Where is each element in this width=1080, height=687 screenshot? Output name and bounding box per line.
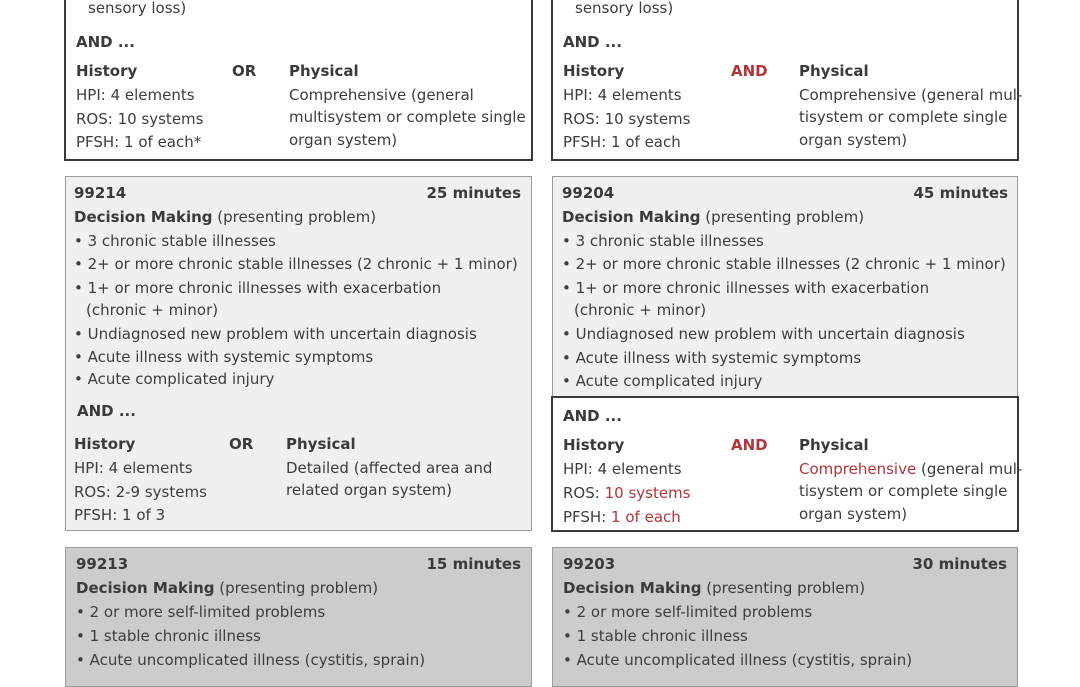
- history-pfsh: PFSH: 1 of 3: [74, 506, 166, 524]
- list-item: • 1 stable chronic illness: [563, 627, 748, 645]
- list-item: • 2 or more self-limited problems: [563, 603, 813, 621]
- code-label: 99213: [76, 555, 129, 573]
- time-label: 25 minutes: [426, 184, 521, 202]
- connector-and: AND: [731, 62, 768, 80]
- list-item-continuation: (chronic + minor): [574, 301, 707, 319]
- decision-making-sub: (presenting problem): [219, 579, 379, 597]
- decision-making-sub: (presenting problem): [217, 208, 377, 226]
- physical-line: Comprehensive (general mul-: [799, 86, 1023, 104]
- continuation-text: sensory loss): [575, 0, 674, 17]
- history-hpi: HPI: 4 elements: [76, 86, 195, 104]
- and-label: AND ...: [563, 407, 622, 425]
- list-item: • 2 or more self-limited problems: [76, 603, 326, 621]
- decision-making-sub: (presenting problem): [705, 208, 865, 226]
- history-ros: ROS: 10 systems: [563, 110, 691, 128]
- list-item-continuation: (chronic + minor): [86, 301, 219, 319]
- history-heading: History: [563, 62, 625, 80]
- decision-making-heading: Decision Making: [74, 208, 213, 226]
- physical-line: organ system): [289, 131, 398, 149]
- physical-line: multisystem or complete single: [289, 108, 526, 126]
- list-item: • 2+ or more chronic stable illnesses (2 chronic + 1 minor): [74, 255, 518, 273]
- history-pfsh: [563, 508, 681, 526]
- decision-making-heading: Decision Making: [563, 579, 702, 597]
- decision-making-line: [74, 208, 376, 226]
- history-ros: ROS: 2-9 systems: [74, 483, 207, 501]
- physical-heading: Physical: [799, 62, 869, 80]
- list-item: • Acute complicated injury: [562, 372, 763, 390]
- history-ros: [563, 484, 691, 502]
- time-label: 45 minutes: [913, 184, 1008, 202]
- card-99213: [65, 547, 532, 687]
- history-pfsh: PFSH: 1 of each: [563, 133, 681, 151]
- physical-heading: Physical: [799, 436, 869, 454]
- list-item: • 3 chronic stable illnesses: [74, 232, 276, 250]
- connector-and: AND: [731, 436, 768, 454]
- history-hpi: HPI: 4 elements: [74, 459, 193, 477]
- time-label: 15 minutes: [426, 555, 521, 573]
- and-label: AND ...: [77, 402, 136, 420]
- decision-making-line: [76, 579, 378, 597]
- code-label: 99214: [74, 184, 127, 202]
- top-left-box: [64, 0, 533, 161]
- physical-line: Detailed (affected area and: [286, 459, 493, 477]
- list-item: • Undiagnosed new problem with uncertain diagnosis: [562, 325, 965, 343]
- physical-highlight: Comprehensive: [799, 460, 917, 478]
- history-heading: History: [76, 62, 138, 80]
- history-heading: History: [563, 436, 625, 454]
- card-99203: [552, 547, 1018, 687]
- list-item: • Acute uncomplicated illness (cystitis, sprain): [563, 651, 913, 669]
- list-item: • Acute complicated injury: [74, 370, 275, 388]
- list-item: • 1 stable chronic illness: [76, 627, 261, 645]
- list-item: • 2+ or more chronic stable illnesses (2 chronic + 1 minor): [562, 255, 1006, 273]
- code-label: 99203: [563, 555, 616, 573]
- physical-heading: Physical: [289, 62, 359, 80]
- list-item: • 3 chronic stable illnesses: [562, 232, 764, 250]
- decision-making-heading: Decision Making: [562, 208, 701, 226]
- and-label: AND ...: [563, 33, 622, 51]
- history-heading: History: [74, 435, 136, 453]
- physical-line: related organ system): [286, 481, 452, 499]
- top-right-box: [551, 0, 1023, 161]
- history-hpi: HPI: 4 elements: [563, 86, 682, 104]
- card-99204: [552, 176, 1018, 398]
- decision-making-heading: Decision Making: [76, 579, 215, 597]
- physical-line: tisystem or complete single: [799, 108, 1008, 126]
- history-pfsh: PFSH: 1 of each*: [76, 133, 202, 151]
- physical-line: tisystem or complete single: [799, 482, 1008, 500]
- list-item: • 1+ or more chronic illnesses with exacerbation: [74, 279, 442, 297]
- history-hpi: HPI: 4 elements: [563, 460, 682, 478]
- list-item: • Acute uncomplicated illness (cystitis, sprain): [76, 651, 426, 669]
- connector-or: OR: [229, 435, 254, 453]
- continuation-text: sensory loss): [88, 0, 187, 17]
- card-99204-requirements: [551, 396, 1023, 532]
- physical-line: organ system): [799, 505, 908, 523]
- physical-heading: Physical: [286, 435, 356, 453]
- ros-value: 10 systems: [604, 484, 691, 502]
- list-item: • 1+ or more chronic illnesses with exacerbation: [562, 279, 930, 297]
- physical-line: [799, 460, 1022, 478]
- card-99214: [65, 176, 532, 531]
- list-item: • Undiagnosed new problem with uncertain diagnosis: [74, 325, 477, 343]
- time-label: 30 minutes: [912, 555, 1007, 573]
- decision-making-line: [563, 579, 865, 597]
- and-label: AND ...: [76, 33, 135, 51]
- ros-label: ROS:: [563, 484, 600, 502]
- physical-line: Comprehensive (general: [289, 86, 474, 104]
- list-item: • Acute illness with systemic symptoms: [74, 348, 374, 366]
- decision-making-sub: (presenting problem): [706, 579, 866, 597]
- list-item: • Acute illness with systemic symptoms: [562, 349, 862, 367]
- connector-or: OR: [232, 62, 257, 80]
- decision-making-line: [562, 208, 864, 226]
- physical-rest: (general mul-: [920, 460, 1023, 478]
- code-label: 99204: [562, 184, 615, 202]
- pfsh-value: 1 of each: [611, 508, 681, 526]
- physical-line: organ system): [799, 131, 908, 149]
- pfsh-label: PFSH:: [563, 508, 607, 526]
- history-ros: ROS: 10 systems: [76, 110, 204, 128]
